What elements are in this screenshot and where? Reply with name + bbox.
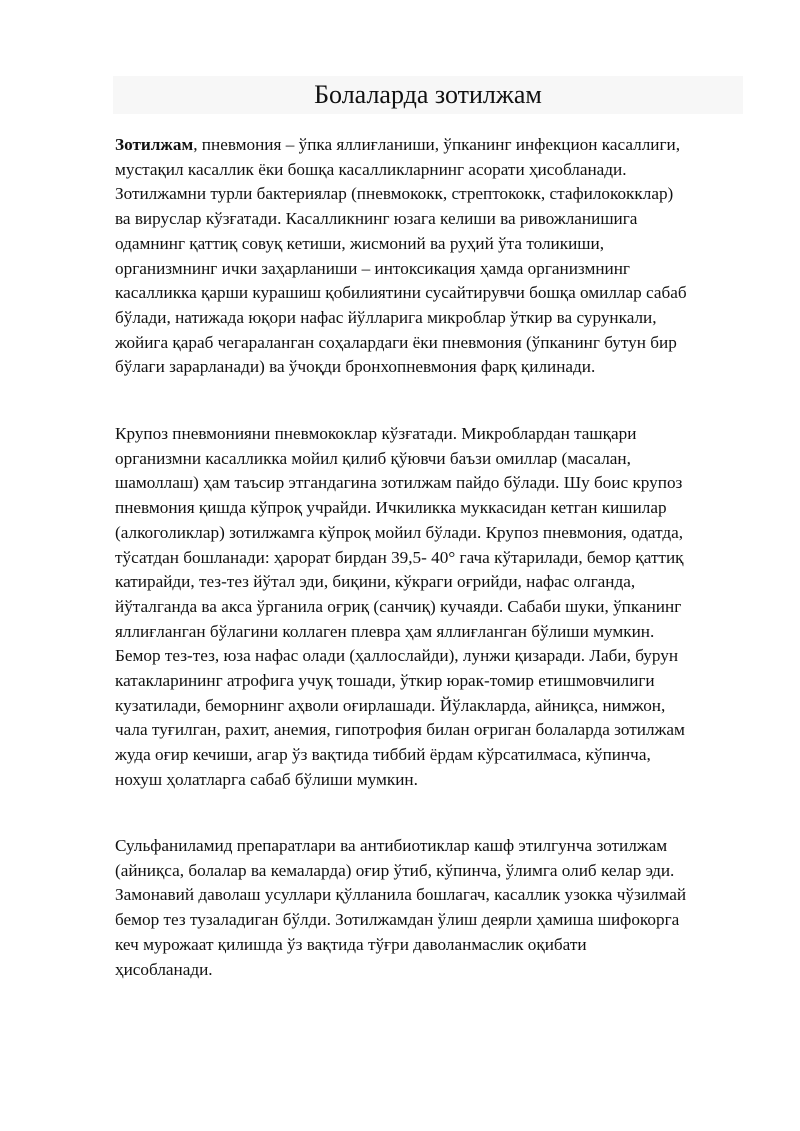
paragraph-2-line: Бемор тез-тез, юза нафас олади (ҳаллослайди), лунжи қизаради. Лаби, бурун [115, 646, 679, 666]
paragraph-2-line: жуда оғир кечиши, агар ўз вақтида тиббий ёрдам кўрсатилмаса, кўпинча, [115, 745, 651, 765]
paragraph-2-line: катирайди, тез-тез йўтал эди, биқини, кўкраги оғрийди, нафас олганда, [115, 572, 636, 592]
paragraph-2-line: Крупоз пневмонияни пневмококлар кўзғатади. Микроблардан ташқари [115, 424, 637, 443]
paragraph-2-line: шамоллаш) ҳам таъсир этгандагина зотилжам пайдо бўлади. Шу боис крупоз [115, 473, 683, 493]
paragraph-2-line: катакларининг атрофига учуқ тошади, ўткир юрак-томир етишмовчилиги [115, 671, 655, 691]
paragraph-2-line: пневмония қишда кўпроқ учрайди. Ичкиликка муккасидан кетган кишилар [115, 498, 667, 518]
paragraph-3-line: бемор тез тузаладиган бўлди. Зотилжамдан ўлиш деярли ҳамиша шифокорга [115, 910, 680, 930]
paragraph-3-line: кеч мурожаат қилишда ўз вақтида тўғри даволанмаслик оқибати [115, 934, 587, 954]
paragraph-1-line [115, 133, 745, 158]
paragraph-1-line: бўлади, натижада юқори нафас йўлларига микроблар ўткир ва сурункали, [115, 307, 657, 327]
paragraph-3-line: Сульфаниламид препаратлари ва антибиотиклар кашф этилгунча зотилжам [115, 836, 668, 855]
paragraph-1-line: бўлаги зарарланади) ва ўчоқди бронхопневмония фарқ қилинади. [115, 357, 596, 377]
term-bold: Зотилжам [115, 135, 194, 154]
paragraph-1-line: Зотилжамни турли бактериялар (пневмококк, стрептококк, стафилококклар) [115, 184, 674, 204]
paragraph-2 [115, 422, 745, 793]
paragraph-3 [115, 834, 745, 982]
paragraph-1 [115, 133, 745, 380]
paragraph-2-line: тўсатдан бошланади: ҳарорат бирдан 39,5- 40° гача кўтарилади, бемор қаттиқ [115, 547, 684, 567]
paragraph-3-line: (айниқса, болалар ва кемаларда) оғир ўтиб, кўпинча, ўлимга олиб келар эди. [115, 860, 675, 880]
paragraph-2-line: организмни касалликка мойил қилиб қўювчи баъзи омиллар (масалан, [115, 448, 631, 468]
paragraph-1-line: организмнинг ички заҳарланиши – интоксикация ҳамда организмнинг [115, 258, 630, 278]
paragraph-1-line: мустақил касаллик ёки бошқа касалликларнинг асорати ҳисобланади. [115, 159, 627, 179]
page-title: Болаларда зотилжам [314, 80, 542, 109]
paragraph-2-line: (алкоголиклар) зотилжамга кўпроқ мойил бўлади. Крупоз пневмония, одатда, [115, 522, 684, 542]
paragraph-2-line: кузатилади, беморнинг аҳволи оғирлашади. Йўлакларда, айниқса, нимжон, [115, 695, 666, 715]
paragraph-1-line: одамнинг қаттиқ совуқ кетиши, жисмоний ва руҳий ўта толикиши, [115, 233, 605, 253]
paragraph-1-first-line-text: , пневмония – ўпка яллиғланиши, ўпканинг инфекцион касаллиги, [193, 135, 681, 154]
paragraph-2-line: яллиғланган бўлагини коллаген плевра ҳам яллиғланган бўлиши мумкин. [115, 621, 655, 641]
paragraph-1-line: касалликка қарши курашиш қобилиятини сусайтирувчи бошқа омиллар сабаб [115, 283, 687, 303]
paragraph-1-line: жойига қараб чегараланган соҳалардаги ёки пневмония (ўпканинг бутун бир [115, 332, 677, 352]
paragraph-2-line: нохуш ҳолатларга сабаб бўлиши мумкин. [115, 769, 418, 789]
paragraph-1-line: ва вируслар кўзғатади. Касалликнинг юзага келиши ва ривожланишига [115, 209, 638, 229]
paragraph-3-line: ҳисобланади. [115, 959, 213, 979]
paragraph-3-line: Замонавий даволаш усуллари қўлланила бошлагач, касаллик узокка чўзилмай [115, 885, 687, 905]
paragraph-2-line: йўталганда ва акса ўрганила оғриқ (санчиқ) кучаяди. Сабаби шуки, ўпканинг [115, 596, 682, 616]
paragraph-2-line: чала туғилган, рахит, анемия, гипотрофия билан оғриган болаларда зотилжам [115, 720, 685, 740]
